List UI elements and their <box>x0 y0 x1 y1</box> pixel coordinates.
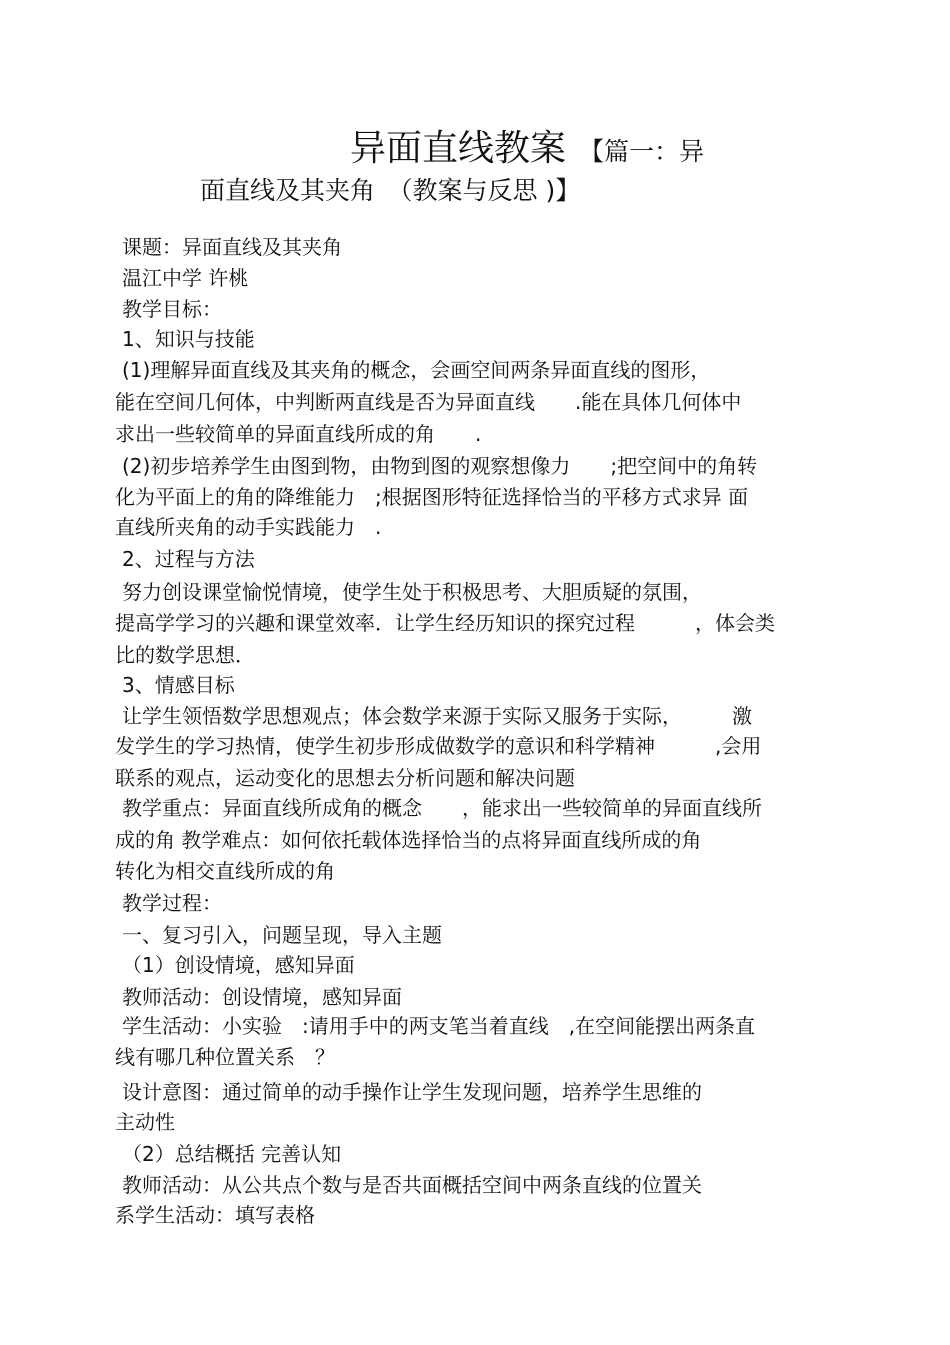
document-title-row-1 <box>350 128 705 169</box>
text-line: 教师活动：创设情境，感知异面 <box>122 985 402 1009</box>
document-subtitle-part-2: 面直线及其夹角 （教案与反思 )】 <box>200 176 581 205</box>
text-line: 系学生活动：填写表格 <box>115 1203 315 1227</box>
text-line: 比的数学思想． <box>115 643 255 667</box>
text-line: 一、复习引入，问题呈现，导入主题 <box>122 923 442 947</box>
text-line: 主动性 <box>115 1110 175 1134</box>
text-line: （1）创设情境，感知异面 <box>122 953 355 977</box>
text-line: 设计意图：通过简单的动手操作让学生发现问题，培养学生思维的 <box>122 1080 702 1104</box>
text-line: 联系的观点，运动变化的思想去分析问题和解决问题 <box>115 766 575 790</box>
text-line: 化为平面上的角的降维能力 ;根据图形特征选择恰当的平移方式求异 面 <box>115 485 749 509</box>
text-line: 3、情感目标 <box>122 673 235 697</box>
text-line: 1、知识与技能 <box>122 327 255 351</box>
text-line: 教学目标： <box>122 297 222 321</box>
text-line: 教师活动：从公共点个数与是否共面概括空间中两条直线的位置关 <box>122 1173 702 1197</box>
text-line: （2）总结概括 完善认知 <box>122 1142 342 1166</box>
text-line: 求出一些较简单的异面直线所成的角 . <box>115 422 482 446</box>
text-line: 学生活动：小实验 :请用手中的两支笔当着直线 ,在空间能摆出两条直 <box>122 1014 756 1038</box>
text-line: 转化为相交直线所成的角 <box>115 859 335 883</box>
text-line: (2)初步培养学生由图到物，由物到图的观察想像力 ;把空间中的角转 <box>122 454 758 478</box>
text-line: 2、过程与方法 <box>122 547 255 571</box>
text-line: 发学生的学习热情，使学生初步形成做数学的意识和科学精神 ,会用 <box>115 734 762 758</box>
document-title: 异面直线教案 <box>350 128 567 169</box>
document-subtitle-part-1: 【篇一：异 <box>579 137 705 166</box>
text-line: 能在空间几何体，中判断两直线是否为异面直线 .能在具体几何体中 <box>115 390 742 414</box>
text-line: 提高学学习的兴趣和课堂效率．让学生经历知识的探究过程 ，体会类 <box>115 611 775 635</box>
text-line: 线有哪几种位置关系 ？ <box>115 1045 335 1069</box>
text-line: 课题：异面直线及其夹角 <box>122 235 342 259</box>
text-line: 教学重点：异面直线所成角的概念 ，能求出一些较简单的异面直线所 <box>122 796 762 820</box>
text-line: 让学生领悟数学思想观点；体会数学来源于实际又服务于实际， 激 <box>122 704 752 728</box>
text-line: 直线所夹角的动手实践能力 . <box>115 515 382 539</box>
text-line: 努力创设课堂愉悦情境，使学生处于积极思考、大胆质疑的氛围， <box>122 580 702 604</box>
text-line: (1)理解异面直线及其夹角的概念，会画空间两条异面直线的图形， <box>122 358 711 382</box>
text-line: 成的角 教学难点：如何依托载体选择恰当的点将异面直线所成的角 <box>115 828 702 852</box>
text-line: 教学过程： <box>122 891 222 915</box>
text-line: 温江中学 许桃 <box>122 266 249 290</box>
